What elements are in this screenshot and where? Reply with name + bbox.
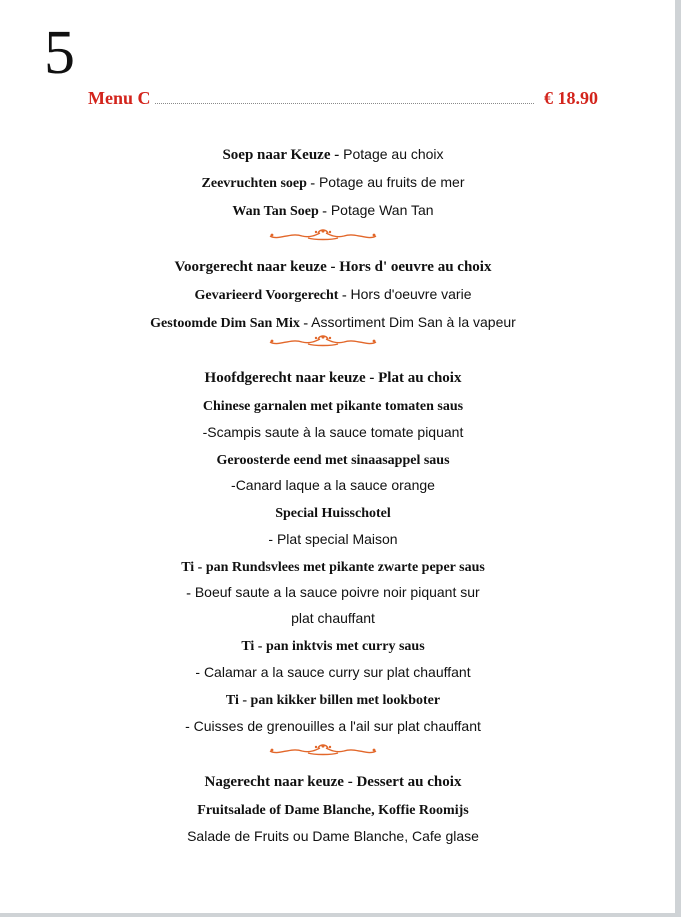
- main-item-nl: [0, 450, 666, 470]
- main-item-nl-text: Geroosterde eend met sinaasappel saus: [216, 453, 450, 468]
- dessert-item-nl-text: Fruitsalade of Dame Blanche, Koffie Roomijs: [197, 803, 469, 818]
- main-item-nl: [0, 557, 666, 577]
- dessert-item-nl: [0, 800, 666, 820]
- soup-item: [0, 173, 666, 193]
- main-item-fr: [0, 476, 666, 494]
- page-number: 5: [44, 19, 75, 87]
- main-item-fr-text: -Scampis saute à la sauce tomate piquant: [202, 424, 464, 440]
- soup-heading-fr: Potage au choix: [339, 146, 444, 162]
- starter-item-fr: Hors d'oeuvre varie: [346, 286, 472, 302]
- main-heading-text: Hoofdgerecht naar keuze - Plat au choix: [204, 370, 462, 386]
- main-item-nl-text: Chinese garnalen met pikante tomaten saus: [202, 399, 464, 414]
- main-item-nl: [0, 396, 666, 416]
- ornament-divider-icon: [268, 227, 378, 243]
- soup-item: [0, 201, 666, 221]
- starter-item: [0, 285, 666, 305]
- main-item-fr-dash: -: [186, 586, 191, 601]
- main-item-fr: [0, 530, 666, 548]
- soup-heading: [0, 145, 666, 164]
- main-item-nl: [0, 503, 666, 523]
- soup-item-fr: Potage au fruits de mer: [315, 174, 465, 190]
- main-item-fr: [0, 663, 666, 681]
- main-item-nl-text: Special Huisschotel: [275, 506, 391, 521]
- main-item-fr: [0, 423, 666, 441]
- starter-item-fr: Assortiment Dim San à la vapeur: [308, 314, 516, 330]
- ornament-divider-icon: [268, 742, 378, 758]
- main-item-nl-text: Ti - pan kikker billen met lookboter: [225, 693, 441, 708]
- starter-item: [0, 313, 666, 333]
- main-item-nl-text: Ti - pan Rundsvlees met pikante zwarte peper saus: [181, 560, 485, 575]
- main-item-nl-text: Ti - pan inktvis met curry saus: [241, 639, 425, 654]
- main-item-fr-text: - Calamar a la sauce curry sur plat chauffant: [195, 664, 471, 680]
- main-item-fr-text: plat chauffant: [291, 610, 375, 626]
- main-item-nl: [0, 690, 666, 710]
- starter-item-nl: Gestoomde Dim San Mix -: [150, 316, 309, 331]
- dot-leader: [155, 91, 535, 104]
- dessert-heading: [0, 772, 666, 791]
- starter-heading-text: Voorgerecht naar keuze - Hors d' oeuvre au choix: [174, 259, 492, 275]
- page-edge-right: [675, 0, 681, 917]
- menu-title: Menu C: [88, 88, 151, 108]
- menu-price: € 18.90: [544, 88, 598, 108]
- main-item-fr-text: - Cuisses de grenouilles a l'ail sur plat chauffant: [185, 718, 481, 734]
- menu-header: [88, 88, 598, 110]
- main-item-fr-text: Boeuf saute a la sauce poivre noir piquant sur: [190, 584, 480, 600]
- main-item-fr-text: -Canard laque a la sauce orange: [231, 477, 435, 493]
- dessert-heading-text: Nagerecht naar keuze - Dessert au choix: [204, 774, 462, 790]
- soup-item-nl: Wan Tan Soep -: [232, 204, 327, 219]
- dessert-item-fr: [0, 827, 666, 845]
- soup-heading-nl: Soep naar Keuze -: [222, 147, 340, 163]
- main-heading: [0, 368, 666, 387]
- main-item-fr: [0, 717, 666, 735]
- dessert-item-fr-text: Salade de Fruits ou Dame Blanche, Cafe glase: [187, 828, 479, 844]
- main-item-fr-text: - Plat special Maison: [268, 531, 398, 547]
- ornament-divider-icon: [268, 333, 378, 349]
- soup-item-fr: Potage Wan Tan: [326, 202, 434, 218]
- page-edge-bottom: [0, 913, 681, 917]
- main-item-nl: [0, 636, 666, 656]
- starter-item-nl: Gevarieerd Voorgerecht -: [194, 288, 347, 303]
- main-item-fr: [0, 583, 666, 603]
- main-item-fr-continued: [0, 609, 666, 627]
- soup-item-nl: Zeevruchten soep -: [201, 176, 316, 191]
- starter-heading: [0, 257, 666, 276]
